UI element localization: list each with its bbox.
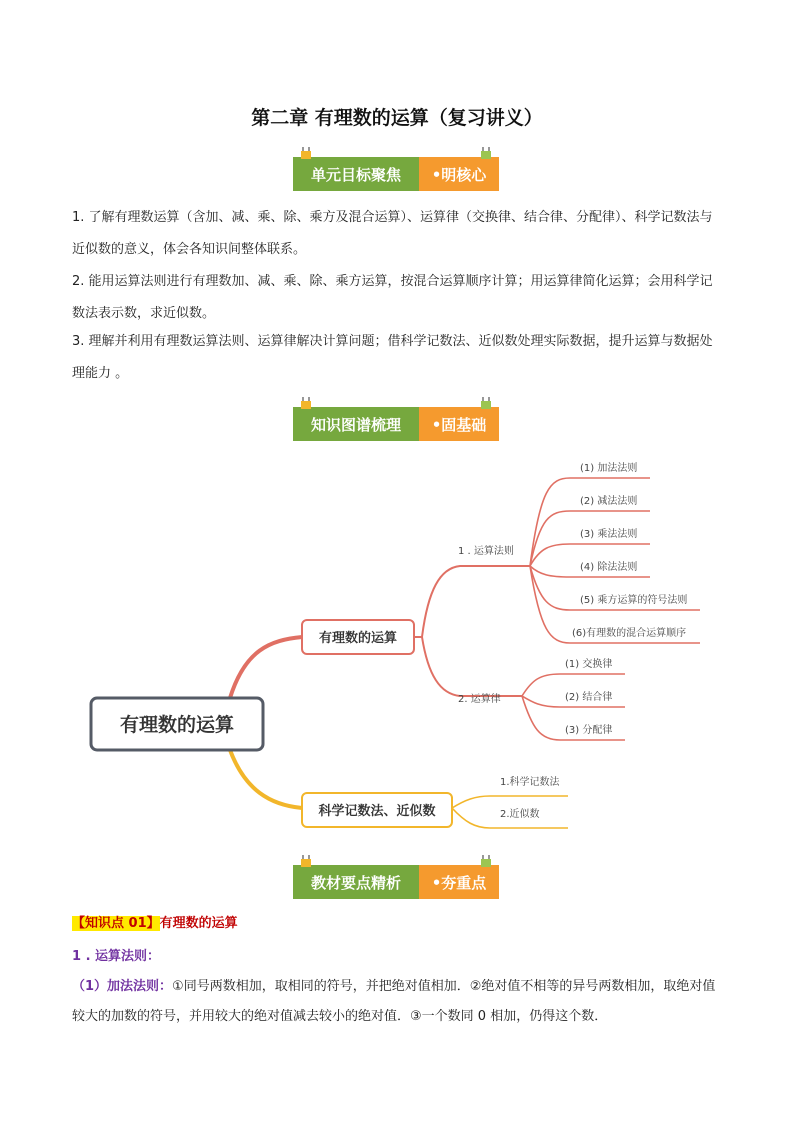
rule-label: （1）加法法则： bbox=[72, 979, 173, 994]
clip-icon bbox=[479, 147, 493, 161]
sub2-label: 2. 运算律 bbox=[458, 694, 501, 705]
goal-1: 1. 了解有理数运算（含加、减、乘、除、乘方及混合运算）、运算律（交换律、结合律、分配律）、科学记数法与近似数的意义，体会各知识间整体联系。 bbox=[72, 210, 713, 257]
rule-item: (1) 加法法则 bbox=[580, 463, 638, 474]
banner-left-text: 知识图谱梳理 bbox=[293, 407, 419, 441]
banner-map bbox=[293, 407, 499, 441]
banner-left-text: 教材要点精析 bbox=[293, 865, 419, 899]
goal-2: 2. 能用运算法则进行有理数加、减、乘、除、乘方运算，按混合运算顺序计算；用运算律简化运算；会用科学记数法表示数，求近似数。 bbox=[72, 274, 713, 321]
knowledge-point-heading bbox=[72, 912, 238, 931]
rule-item: (5) 乘方运算的符号法则 bbox=[580, 595, 688, 606]
rule-text: ①同号两数相加，取相同的符号，并把绝对值相加．②绝对值不相等的异号两数相加，取绝对值较大的加数的符号，并用较大的绝对值减去较小的绝对值．③一个数同 0 相加，仍得这个数． bbox=[72, 979, 716, 1024]
rule-item: (2) 减法法则 bbox=[580, 496, 638, 507]
connector-branch1-sub2 bbox=[422, 637, 522, 696]
clip-icon bbox=[299, 397, 313, 411]
connector-root-branch1 bbox=[230, 637, 302, 698]
banner-key-points bbox=[293, 865, 499, 899]
goal-3: 3. 理解并利用有理数运算法则、运算律解决计算问题；借科学记数法、近似数处理实际数据，提升运算与数据处理能力 。 bbox=[72, 334, 713, 381]
section-heading: 1 . 运算法则： bbox=[72, 949, 161, 964]
connector-root-branch2 bbox=[230, 750, 302, 808]
banner-left-text: 单元目标聚焦 bbox=[293, 157, 419, 191]
addition-rule-paragraph bbox=[72, 972, 724, 1032]
rule-item: (6)有理数的混合运算顺序 bbox=[572, 628, 687, 639]
clip-icon bbox=[299, 855, 313, 869]
sci-item: 2.近似数 bbox=[500, 809, 540, 820]
knowledge-topic: 有理数的运算 bbox=[159, 916, 238, 931]
banner-right-text: •夯重点 bbox=[419, 865, 499, 899]
clip-icon bbox=[299, 147, 313, 161]
sci-item: 1.科学记数法 bbox=[500, 777, 560, 788]
clip-icon bbox=[479, 397, 493, 411]
rule-item: (3) 乘法法则 bbox=[580, 529, 638, 540]
banner-right-text: •明核心 bbox=[419, 157, 499, 191]
branch2-label: 科学记数法、近似数 bbox=[318, 804, 436, 819]
branch1-label: 有理数的运算 bbox=[318, 631, 398, 646]
law-item: (2) 结合律 bbox=[565, 692, 613, 703]
page-title: 第二章 有理数的运算（复习讲义） bbox=[251, 107, 543, 129]
banner-right-text: •固基础 bbox=[419, 407, 499, 441]
sub1-label: 1 . 运算法则 bbox=[458, 546, 514, 557]
connector-branch1-sub1 bbox=[414, 566, 530, 637]
mind-map bbox=[60, 450, 740, 840]
clip-icon bbox=[479, 855, 493, 869]
root-label: 有理数的运算 bbox=[119, 714, 235, 736]
knowledge-tag: 【知识点 01】 bbox=[72, 916, 160, 931]
law-item: (3) 分配律 bbox=[565, 725, 613, 736]
law-item: (1) 交换律 bbox=[565, 659, 613, 670]
banner-goals bbox=[293, 157, 499, 191]
rule-item: (4) 除法法则 bbox=[580, 562, 638, 573]
